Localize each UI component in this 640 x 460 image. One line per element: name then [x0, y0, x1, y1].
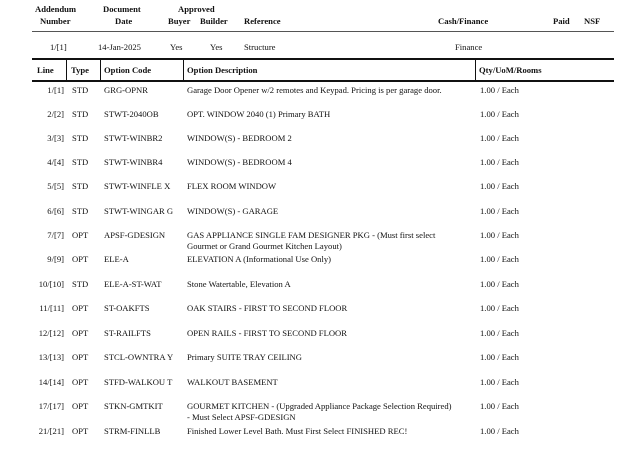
- option-description-cell: OPEN RAILS - FIRST TO SECOND FLOOR: [187, 328, 347, 338]
- option-code-cell: STFD-WALKOU T: [104, 377, 173, 387]
- type-cell: OPT: [72, 230, 89, 240]
- column-header-type: Type: [71, 65, 89, 75]
- summary-date: 14-Jan-2025: [98, 42, 141, 52]
- option-description-cell: OPT. WINDOW 2040 (1) Primary BATH: [187, 109, 331, 119]
- qty-cell: 1.00 / Each: [480, 401, 519, 411]
- qty-cell: 1.00 / Each: [480, 181, 519, 191]
- header-number-label: Number: [40, 16, 71, 26]
- option-description-cell: FLEX ROOM WINDOW: [187, 181, 277, 191]
- header-cash-finance-label: Cash/Finance: [438, 16, 489, 26]
- option-description-cell: Primary SUITE TRAY CEILING: [187, 352, 302, 362]
- type-cell: OPT: [72, 352, 89, 362]
- line-cell: 1/[1]: [47, 85, 64, 95]
- type-cell: STD: [72, 133, 89, 143]
- line-cell: 7/[7]: [47, 230, 64, 240]
- qty-cell: 1.00 / Each: [480, 230, 519, 240]
- header-approved-label: Approved: [178, 4, 215, 14]
- type-cell: STD: [72, 109, 89, 119]
- type-cell: OPT: [72, 303, 89, 313]
- column-header-option-code: Option Code: [104, 65, 152, 75]
- summary-cash-finance: Finance: [455, 42, 483, 52]
- line-cell: 11/[11]: [39, 303, 64, 313]
- qty-cell: 1.00 / Each: [480, 85, 519, 95]
- line-cell: 9/[9]: [47, 254, 64, 264]
- option-code-cell: STWT-WINFLE X: [104, 181, 171, 191]
- column-header-line: Line: [37, 65, 54, 75]
- type-cell: STD: [72, 279, 89, 289]
- column-header-qty: Qty/UoM/Rooms: [479, 65, 542, 75]
- option-description-cell: Garage Door Opener w/2 remotes and Keypad. Pricing is per garage door.: [187, 85, 442, 95]
- qty-cell: 1.00 / Each: [480, 133, 519, 143]
- option-description-cell: GAS APPLIANCE SINGLE FAM DESIGNER PKG - (Must first select Gourmet or Grand Gourmet Kitchen Layout): [187, 230, 436, 251]
- qty-cell: 1.00 / Each: [480, 303, 519, 313]
- qty-cell: 1.00 / Each: [480, 157, 519, 167]
- header-reference-label: Reference: [244, 16, 281, 26]
- type-cell: OPT: [72, 426, 89, 436]
- line-cell: 12/[12]: [38, 328, 64, 338]
- line-cell: 2/[2]: [47, 109, 64, 119]
- header-buyer-label: Buyer: [168, 16, 191, 26]
- type-cell: OPT: [72, 254, 89, 264]
- line-cell: 17/[17]: [38, 401, 64, 411]
- line-cell: 4/[4]: [47, 157, 64, 167]
- option-code-cell: STCL-OWNTRA Y: [104, 352, 174, 362]
- option-code-cell: ST-OAKFTS: [104, 303, 150, 313]
- option-code-cell: STRM-FINLLB: [104, 426, 161, 436]
- option-description-cell: ELEVATION A (Informational Use Only): [187, 254, 331, 264]
- summary-number: 1/[1]: [50, 42, 67, 52]
- header-date-label: Date: [115, 16, 133, 26]
- header-addendum-label: Addendum: [35, 4, 77, 14]
- qty-cell: 1.00 / Each: [480, 377, 519, 387]
- type-cell: STD: [72, 206, 89, 216]
- qty-cell: 1.00 / Each: [480, 426, 519, 436]
- type-cell: STD: [72, 157, 89, 167]
- option-code-cell: ST-RAILFTS: [104, 328, 151, 338]
- qty-cell: 1.00 / Each: [480, 352, 519, 362]
- header-document-label: Document: [103, 4, 141, 14]
- option-description-cell: WINDOW(S) - BEDROOM 4: [187, 157, 292, 167]
- column-header-option-description: Option Description: [187, 65, 258, 75]
- summary-reference: Structure: [244, 42, 276, 52]
- option-code-cell: STWT-2040OB: [104, 109, 159, 119]
- summary-buyer: Yes: [170, 42, 183, 52]
- type-cell: OPT: [72, 377, 89, 387]
- option-description-cell: Finished Lower Level Bath. Must First Select FINISHED REC!: [187, 426, 408, 436]
- option-code-cell: APSF-GDESIGN: [104, 230, 166, 240]
- type-cell: OPT: [72, 401, 89, 411]
- line-cell: 10/[10]: [38, 279, 64, 289]
- option-code-cell: STWT-WINBR2: [104, 133, 163, 143]
- type-cell: OPT: [72, 328, 89, 338]
- summary-builder: Yes: [210, 42, 223, 52]
- line-cell: 5/[5]: [47, 181, 64, 191]
- line-cell: 21/[21]: [38, 426, 64, 436]
- option-description-cell: WALKOUT BASEMENT: [187, 377, 278, 387]
- option-description-cell: WINDOW(S) - GARAGE: [187, 206, 279, 216]
- line-cell: 6/[6]: [47, 206, 64, 216]
- option-description-cell: OAK STAIRS - FIRST TO SECOND FLOOR: [187, 303, 348, 313]
- option-code-cell: STKN-GMTKIT: [104, 401, 163, 411]
- qty-cell: 1.00 / Each: [480, 279, 519, 289]
- option-code-cell: ELE-A: [104, 254, 129, 264]
- line-cell: 3/[3]: [47, 133, 64, 143]
- header-paid-label: Paid: [553, 16, 570, 26]
- line-cell: 13/[13]: [38, 352, 64, 362]
- qty-cell: 1.00 / Each: [480, 328, 519, 338]
- qty-cell: 1.00 / Each: [480, 206, 519, 216]
- header-nsf-label: NSF: [584, 16, 601, 26]
- header-builder-label: Builder: [200, 16, 228, 26]
- option-code-cell: STWT-WINGAR G: [104, 206, 174, 216]
- qty-cell: 1.00 / Each: [480, 254, 519, 264]
- option-code-cell: GRG-OPNR: [104, 85, 148, 95]
- option-description-cell: WINDOW(S) - BEDROOM 2: [187, 133, 292, 143]
- option-code-cell: STWT-WINBR4: [104, 157, 163, 167]
- line-cell: 14/[14]: [38, 377, 64, 387]
- type-cell: STD: [72, 85, 89, 95]
- option-description-cell: GOURMET KITCHEN - (Upgraded Appliance Package Selection Required) - Must Select APSF-GDESIGN: [187, 401, 452, 422]
- qty-cell: 1.00 / Each: [480, 109, 519, 119]
- type-cell: STD: [72, 181, 89, 191]
- option-description-cell: Stone Watertable, Elevation A: [187, 279, 291, 289]
- option-code-cell: ELE-A-ST-WAT: [104, 279, 162, 289]
